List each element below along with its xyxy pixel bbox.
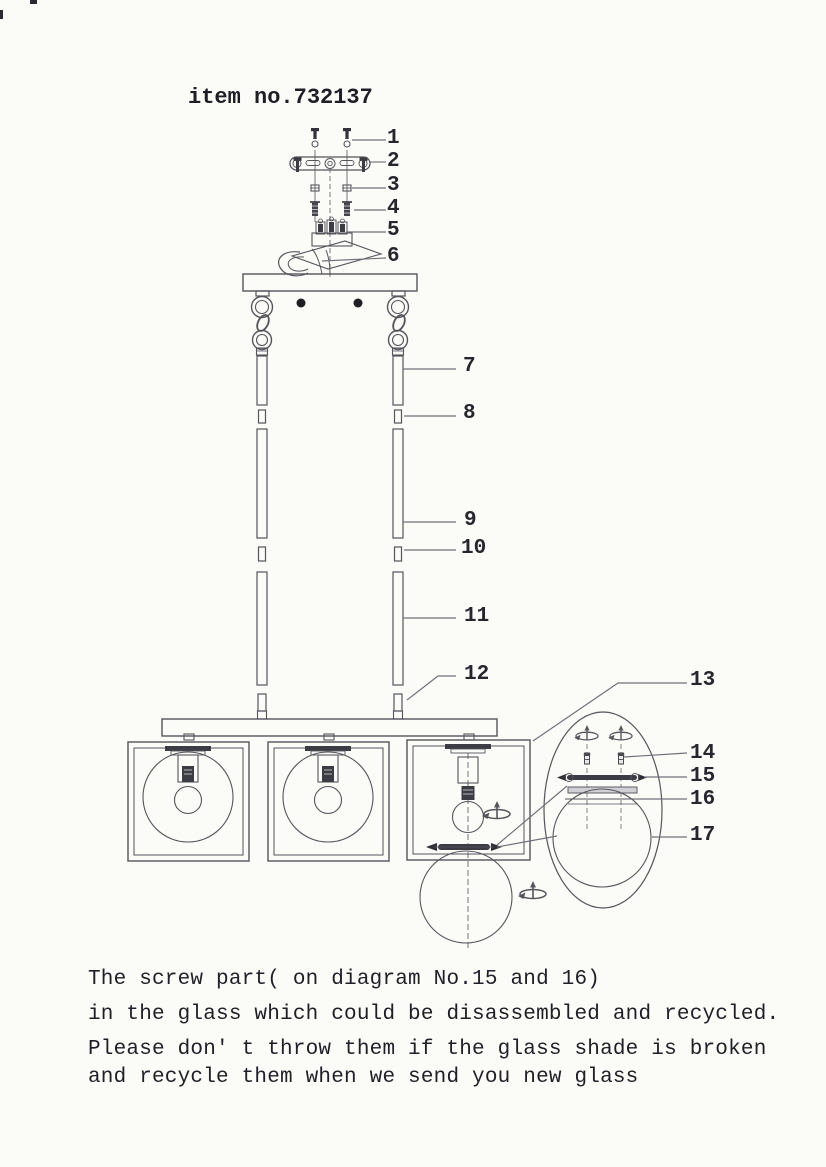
glass-globe: [420, 851, 512, 943]
glass-screw-icon: [584, 753, 590, 764]
glass-screw-icon: [618, 753, 624, 764]
part-label-13: 13: [690, 669, 716, 692]
anchor-icon: [310, 202, 352, 216]
rotate-icon: [518, 881, 546, 899]
hanging-chain-left: [252, 291, 273, 355]
nut-icon: [311, 185, 351, 191]
part-label-4: 4: [387, 197, 400, 220]
part-label-5: 5: [387, 219, 400, 242]
mounting-screw-icon: [311, 128, 351, 147]
part-label-12: 12: [464, 663, 490, 686]
part-label-11: 11: [464, 605, 490, 628]
part-label-14: 14: [690, 742, 716, 765]
part-label-2: 2: [387, 150, 400, 173]
mounting-strap: [290, 157, 370, 172]
rotate-icon: [482, 801, 510, 819]
part-label-8: 8: [463, 402, 476, 425]
part-label-9: 9: [464, 509, 477, 532]
item-number: item no.732137: [188, 85, 373, 110]
leader-lines: [322, 140, 687, 847]
scan-artifacts: [0, 0, 37, 19]
footer-line-3: Please don' t throw them if the glass shade is broken: [88, 1038, 767, 1061]
collar-bar: [557, 774, 647, 782]
footer-line-2: in the glass which could be disassembled and recycled.: [88, 1003, 780, 1026]
mounting-assembly: [279, 128, 381, 278]
part-label-15: 15: [690, 765, 716, 788]
rod-column-right: [393, 356, 403, 719]
part-label-17: 17: [690, 824, 716, 847]
part-label-16: 16: [690, 788, 716, 811]
rod-column-left: [257, 356, 267, 719]
part-label-7: 7: [463, 355, 476, 378]
part-label-6: 6: [387, 245, 400, 268]
hanging-chain-right: [388, 291, 409, 355]
rotate-icon: [608, 725, 632, 740]
footer-line-1: The screw part( on diagram No.15 and 16): [88, 968, 601, 991]
part-label-3: 3: [387, 174, 400, 197]
shade-frame-2: [268, 734, 389, 861]
part-label-1: 1: [387, 127, 400, 150]
glass-collar-ring: [426, 843, 502, 851]
rotate-icon: [574, 725, 598, 740]
footer-line-4: and recycle them when we send you new glass: [88, 1066, 639, 1089]
shade-frame-1: [128, 734, 249, 861]
collar-gasket: [568, 787, 637, 793]
detail-bubble: [544, 712, 662, 908]
part-label-10: 10: [461, 537, 487, 560]
shade-frame-3-exploded: [407, 734, 546, 948]
